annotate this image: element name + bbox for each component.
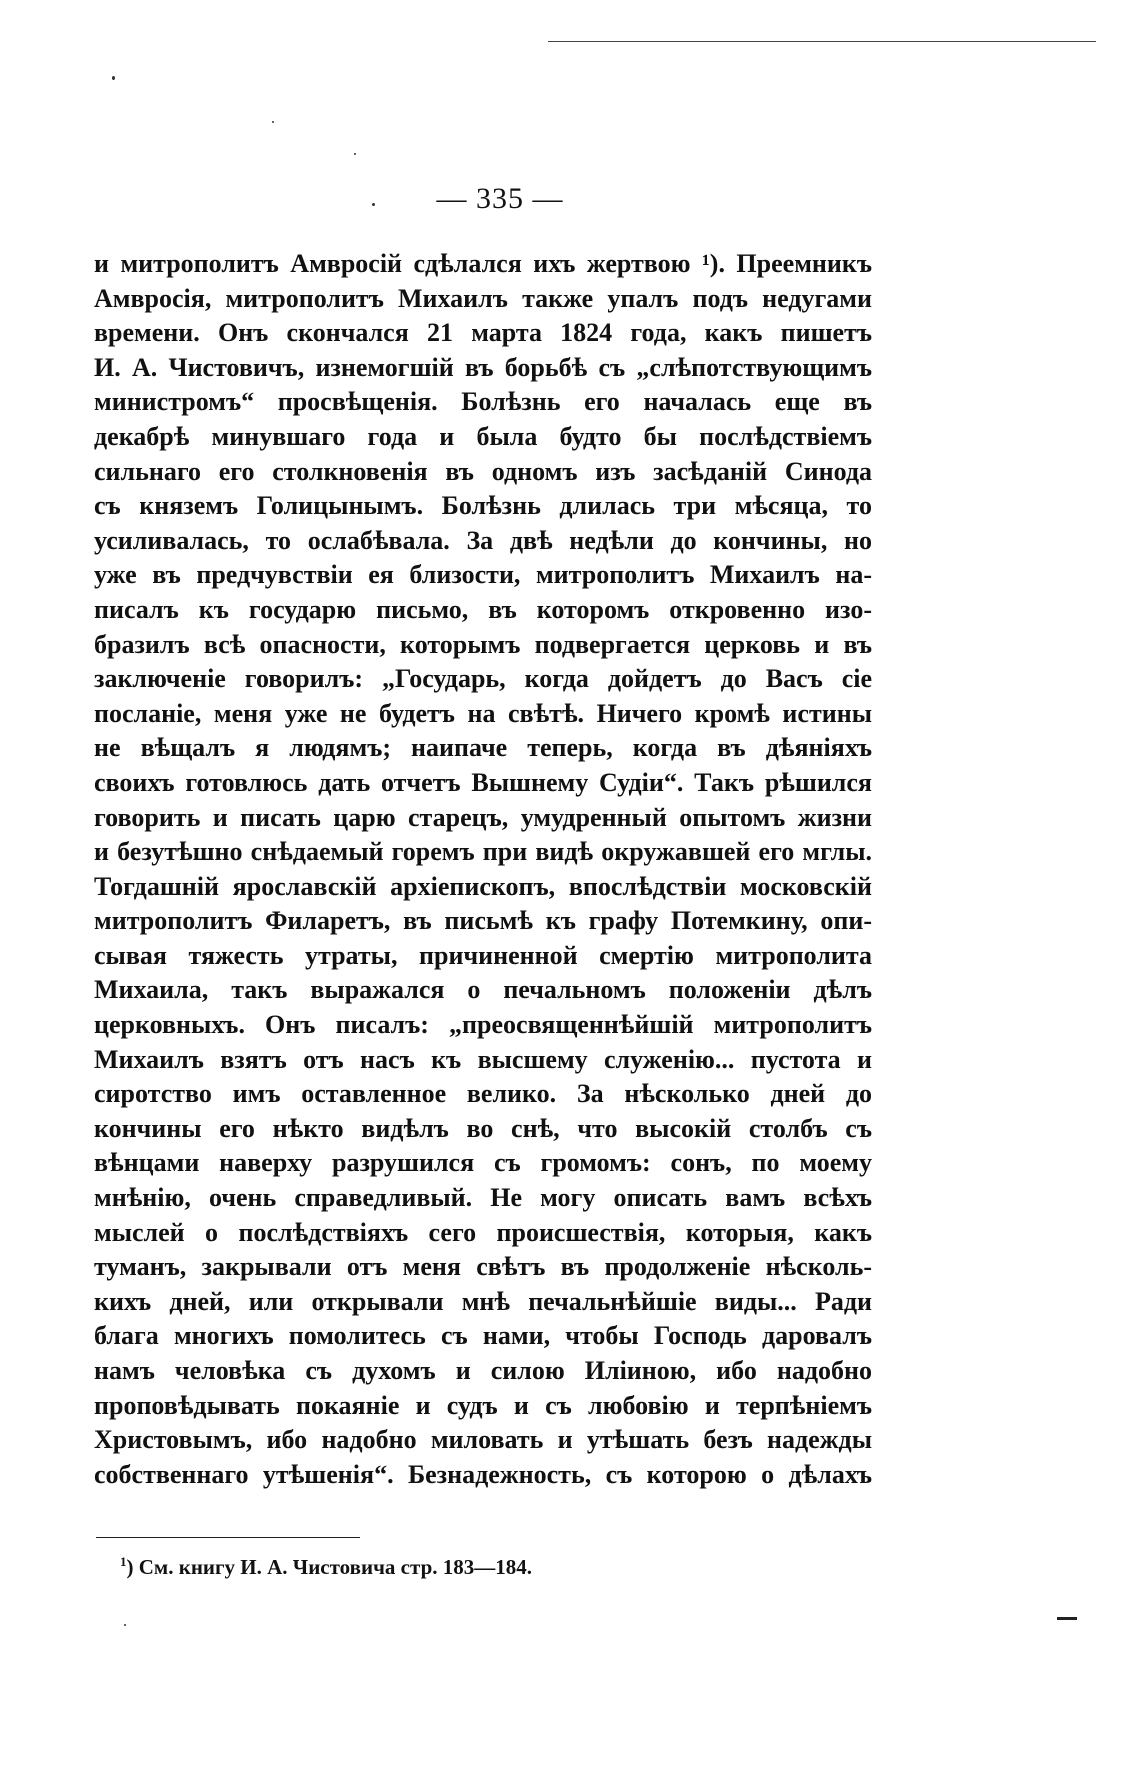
text-line: туманъ, закрывали отъ меня свѣтъ въ продолженіе нѣсколь- <box>94 1252 872 1282</box>
text-line: своихъ готовлюсь дать отчетъ Вышнему Судіи“. Такъ рѣшился <box>94 767 872 797</box>
text-line: писалъ къ государю письмо, въ которомъ откровенно изо- <box>94 594 872 624</box>
text-line: Христовымъ, ибо надобно миловать и утѣшать безъ надежды <box>94 1425 872 1455</box>
text-line: декабрѣ минувшаго года и была будто бы послѣдствіемъ <box>94 421 872 451</box>
text-line: проповѣдывать покаяніе и судъ и съ любовію и терпѣніемъ <box>94 1390 872 1420</box>
text-line: сывая тяжесть утраты, причиненной смертію митрополита <box>94 940 872 970</box>
text-line: и безутѣшно снѣдаемый горемъ при видѣ окружавшей его мглы. <box>94 837 872 867</box>
text-line: времени. Онъ скончался 21 марта 1824 года, какъ пишетъ <box>94 318 872 348</box>
text-line: усиливалась, то ослабѣвала. За двѣ недѣли до кончины, но <box>94 525 872 555</box>
text-line: посланіе, меня уже не будетъ на свѣтѣ. Ничего кромѣ истины <box>94 698 872 728</box>
text-line: митрополитъ Филаретъ, въ письмѣ къ графу Потемкину, опи- <box>94 906 872 936</box>
margin-mark <box>1057 1617 1077 1620</box>
text-line: И. А. Чистовичъ, изнемогшій въ борьбѣ съ „слѣпотствующимъ <box>94 352 872 382</box>
footnote-marker: 1 <box>120 1554 127 1569</box>
text-line: Михаила, такъ выражался о печальномъ положеніи дѣлъ <box>94 975 872 1005</box>
text-line: сиротство имъ оставленное велико. За нѣсколько дней до <box>94 1079 872 1109</box>
text-line: заключеніе говорилъ: „Государь, когда дойдетъ до Васъ сіе <box>94 664 872 694</box>
text-line: вѣнцами наверху разрушился съ громомъ: сонъ, по моему <box>94 1148 872 1178</box>
body-text <box>94 247 872 1492</box>
footnote <box>120 1554 532 1580</box>
scan-speck <box>354 153 356 155</box>
scan-speck <box>272 121 274 123</box>
text-line: говорить и писать царю старецъ, умудренный опытомъ жизни <box>94 802 872 832</box>
text-line: мнѣнію, очень справедливый. Не могу описать вамъ всѣхъ <box>94 1183 872 1213</box>
footnote-rule <box>96 1537 360 1538</box>
page-number: — 335 — <box>436 182 564 215</box>
text-line: мыслей о послѣдствіяхъ сего происшествія, которыя, какъ <box>94 1217 872 1247</box>
text-line: и митрополитъ Амвросій сдѣлался ихъ жертвою ¹). Преемникъ <box>94 249 872 278</box>
text-line: намъ человѣка съ духомъ и силою Иліиною, ибо надобно <box>94 1356 872 1385</box>
text-line: не вѣщалъ я людямъ; наипаче теперь, когда въ дѣяніяхъ <box>94 733 872 763</box>
text-line: блага многихъ помолитесь съ нами, чтобы Господь даровалъ <box>94 1321 872 1351</box>
text-line: церковныхъ. Онъ писалъ: „преосвященнѣйшій митрополитъ <box>94 1010 872 1040</box>
scan-speck <box>124 1624 126 1626</box>
text-line: уже въ предчувствіи ея близости, митрополитъ Михаилъ на- <box>94 560 872 590</box>
text-line: сильнаго его столкновенія въ одномъ изъ засѣданій Синода <box>94 456 872 486</box>
text-line: бразилъ всѣ опасности, которымъ подвергается церковь и въ <box>94 629 872 659</box>
footnote-text: ) См. книгу И. А. Чистовича стр. 183—184. <box>126 1555 533 1579</box>
scan-speck <box>112 76 115 80</box>
text-line: Амвросія, митрополитъ Михаилъ также упалъ подъ недугами <box>94 283 872 313</box>
text-line: Михаилъ взятъ отъ насъ къ высшему служенію... пустота и <box>94 1044 872 1074</box>
text-line: кихъ дней, или открывали мнѣ печальнѣйшіе виды... Ради <box>94 1286 872 1316</box>
text-line: собственнаго утѣшенія“. Безнадежность, съ которою о дѣлахъ <box>94 1459 872 1489</box>
top-rule <box>548 41 1096 42</box>
text-line: министромъ“ просвѣщенія. Болѣзнь его началась еще въ <box>94 387 872 417</box>
text-line: кончины его нѣкто видѣлъ во снѣ, что высокій столбъ съ <box>94 1113 872 1143</box>
text-line: съ княземъ Голицынымъ. Болѣзнь длилась три мѣсяца, то <box>94 491 872 521</box>
text-line: Тогдашній ярославскій архіепископъ, впослѣдствіи московскій <box>94 871 872 901</box>
